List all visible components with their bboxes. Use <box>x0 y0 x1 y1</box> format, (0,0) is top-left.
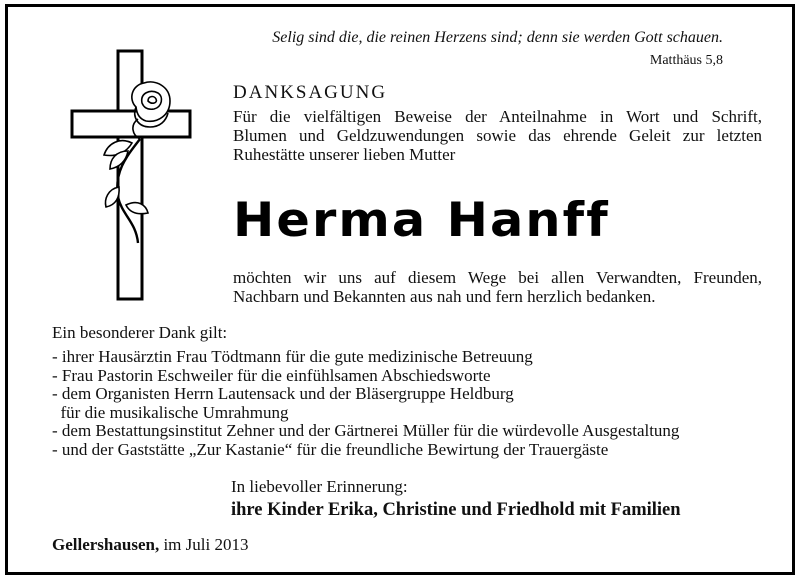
list-item: - und der Gaststätte „Zur Kastanie“ für die freundliche Bewirtung der Trauergäste <box>52 439 609 459</box>
intro-line: Für die vielfältigen Beweise der Anteilnahme in Wort und Schrift, <box>233 107 762 126</box>
place-and-date <box>52 535 248 555</box>
deceased-name: Herma Hanff <box>233 193 610 248</box>
special-thanks-intro: Ein besonderer Dank gilt: <box>52 323 228 342</box>
obituary-notice <box>5 4 795 575</box>
bible-quote-reference: Matthäus 5,8 <box>649 53 723 68</box>
bible-quote: Selig sind die, die reinen Herzens sind; denn sie werden Gott schauen. <box>272 29 723 46</box>
intro-paragraph <box>233 107 762 164</box>
notice-heading: DANKSAGUNG <box>233 82 388 103</box>
list-item: - ihrer Hausärztin Frau Tödtmann für die gute medizinische Betreuung <box>52 347 533 366</box>
list-item: - Frau Pastorin Eschweiler für die einfühlsamen Abschiedsworte <box>52 365 491 385</box>
list-item: für die musikalische Umrahmung <box>52 402 289 422</box>
list-item: - dem Bestattungsinstitut Zehner und der Gärtnerei Müller für die würdevolle Ausgestaltung <box>52 421 680 440</box>
intro-line: Ruhestätte unserer lieben Mutter <box>233 145 456 164</box>
cross-with-rose-icon <box>66 47 206 307</box>
memory-line: In liebevoller Erinnerung: <box>231 477 408 496</box>
intro-line: Blumen und Geldzuwendungen sowie das ehrende Geleit zur letzten <box>233 126 762 145</box>
outro-paragraph <box>233 268 762 306</box>
special-thanks-list <box>52 348 772 459</box>
notice-date: im Juli 2013 <box>159 535 249 554</box>
list-item: - dem Organisten Herrn Lautensack und der Bläsergruppe Heldburg <box>52 384 514 403</box>
outro-line: Nachbarn und Bekannten aus nah und fern herzlich bedanken. <box>233 287 656 306</box>
family-signature: ihre Kinder Erika, Christine und Friedhold mit Familien <box>231 500 681 520</box>
outro-line: möchten wir uns auf diesem Wege bei allen Verwandten, Freunden, <box>233 268 762 287</box>
place-name: Gellershausen, <box>52 535 160 554</box>
